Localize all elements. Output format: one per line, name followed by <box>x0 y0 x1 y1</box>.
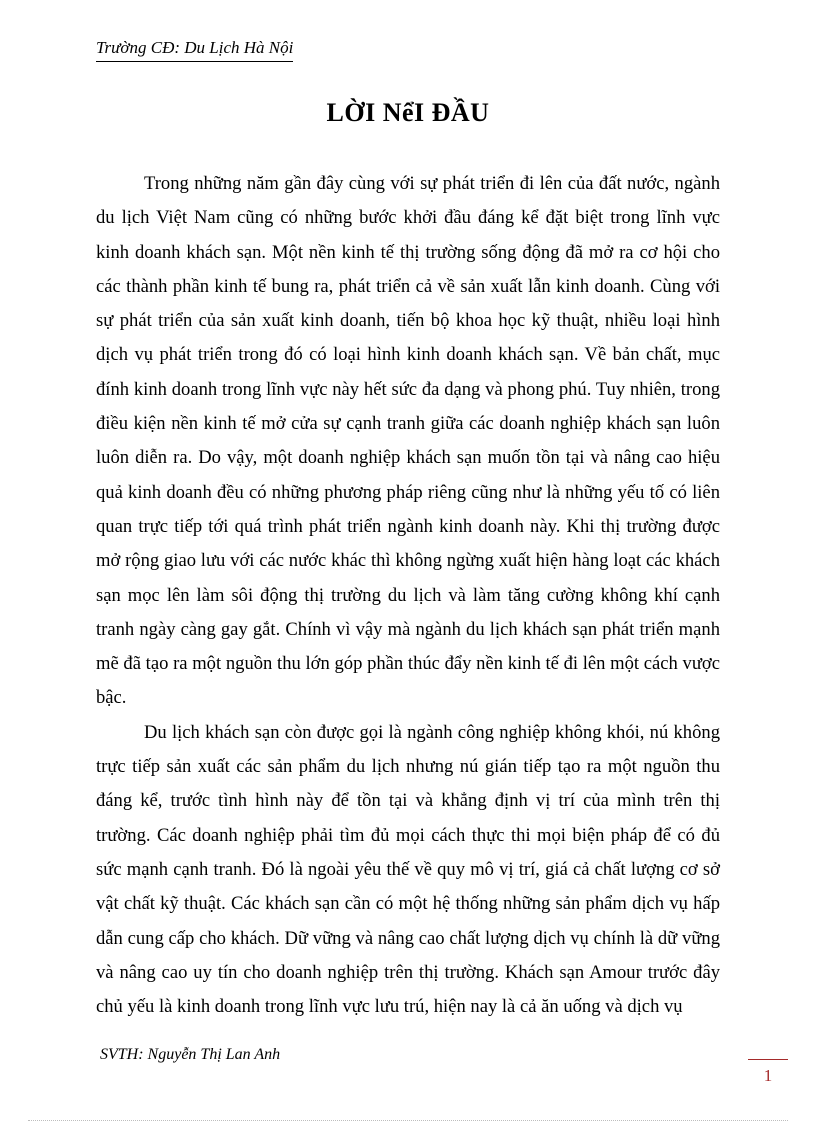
page-bottom-rule <box>28 1120 788 1121</box>
body-paragraph: Du lịch khách sạn còn được gọi là ngành công nghiệp không khói, nú không trực tiếp sản xuất các sản phẩm du lịch nhưng nú gián tiếp tạo ra một nguồn thu đáng kể, trước tình hình này để tồn tại và khẳng định vị trí của mình trên thị trường. Các doanh nghiệp phải tìm đủ mọi cách thực thi mọi biện pháp để có đủ sức mạnh cạnh tranh. Đó là ngoài yêu thế về quy mô vị trí, giá cả chất lượng cơ sở vật chất kỹ thuật. Các khách sạn cần có một hệ thống những sản phẩm dịch vụ hấp dẫn cung cấp cho khách. Dữ vững và nâng cao chất lượng dịch vụ chính là dữ vững và nâng cao uy tín cho doanh nghiệp trên thị trường. Khách sạn Amour trước đây chủ yếu là kinh doanh trong lĩnh vực lưu trú, hiện nay là cả ăn uống và dịch vụ <box>96 721 720 1018</box>
document-header: Trường CĐ: Du Lịch Hà Nội <box>96 38 293 62</box>
page-number: 1 <box>748 1059 788 1086</box>
footer-author: SVTH: Nguyễn Thị Lan Anh <box>100 1046 281 1063</box>
page-title: LỜI NểI ĐẦU <box>326 98 490 127</box>
body-paragraph: Trong những năm gần đây cùng với sự phát triển đi lên của đất nước, ngành du lịch Việt Nam cũng có những bước khởi đầu đáng kể đặt biệt trong lĩnh vực kinh doanh khách sạn. Một nền kinh tế thị trường sống động đã mở ra cơ hội cho các thành phần kinh tế bung ra, phát triển cả về sản xuất lẫn kinh doanh. Cùng với sự phát triển của sản xuất kinh doanh, tiến bộ khoa học kỹ thuật, nhiều loại hình dịch vụ phát triển trong đó có loại hình kinh doanh khách sạn. Về bản chất, mục đính kinh doanh trong lĩnh vực này hết sức đa dạng và phong phú. Tuy nhiên, trong điều kiện nền kinh tế mở cửa sự cạnh tranh giữa các doanh nghiệp khách sạn luôn luôn diễn ra. Do vậy, một doanh nghiệp khách sạn muốn tồn tại và nâng cao hiệu quả kinh doanh đều có những phương pháp riêng cũng như là những yếu tố có liên quan trực tiếp tới quá trình phát triển ngành kinh doanh này. Khi thị trường được mở rộng giao lưu với các nước khác thì không ngừng xuất hiện hàng loạt các khách sạn mọc lên làm sôi động thị trường du lịch và làm tăng cường không khí cạnh tranh ngày càng gay gắt. Chính vì vậy mà ngành du lịch khách sạn phát triển mạnh mẽ đã tạo ra một nguồn thu lớn góp phần thúc đẩy nền kinh tế đi lên một cách vược bậc. <box>96 173 720 709</box>
document-body <box>96 167 720 1024</box>
